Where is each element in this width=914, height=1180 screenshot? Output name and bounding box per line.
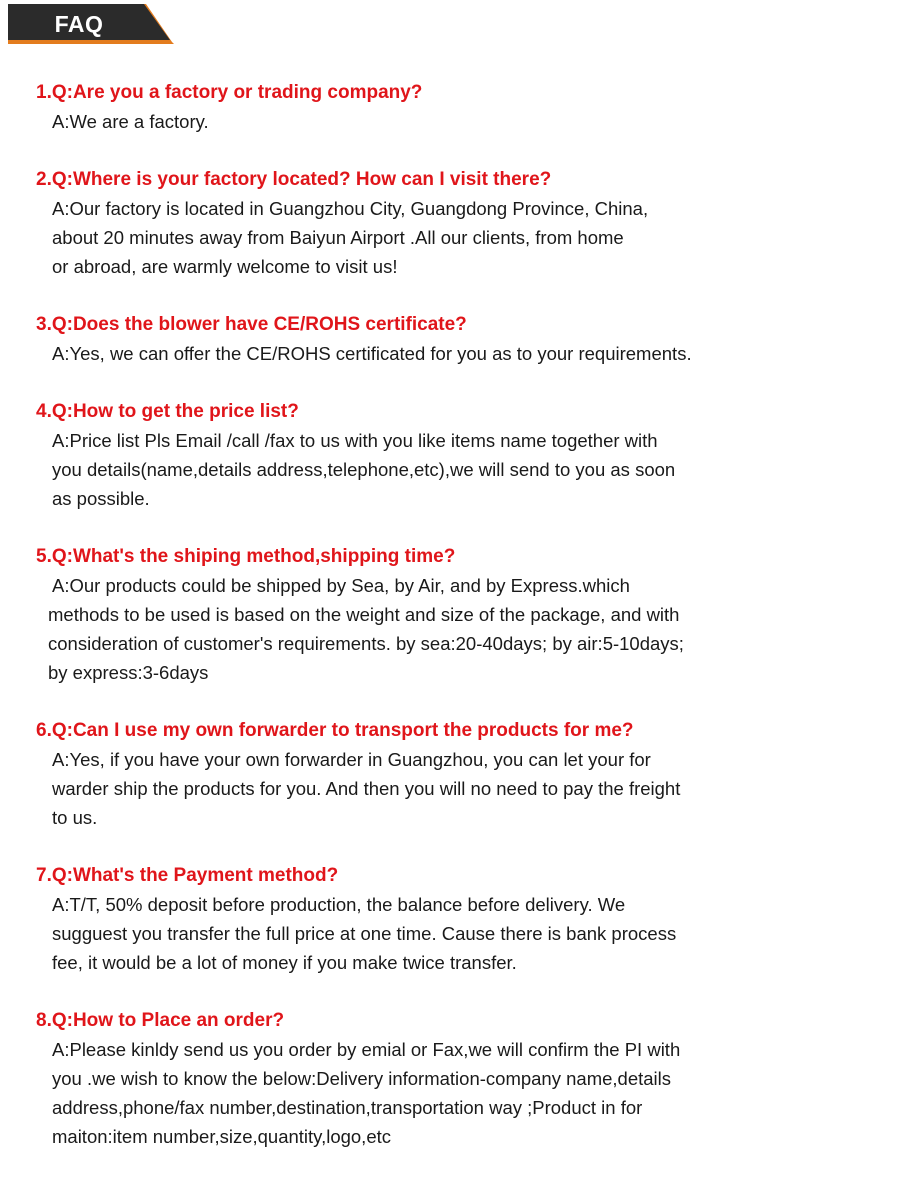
faq-question: 2.Q:Where is your factory located? How can I visit there? (36, 169, 552, 190)
answer-line: you .we wish to know the below:Delivery information-company name,details (52, 1068, 672, 1089)
faq-item-6 (36, 716, 896, 832)
faq-question: 1.Q:Are you a factory or trading company? (36, 82, 423, 103)
answer-line: A:Our factory is located in Guangzhou City, Guangdong Province, China, (52, 198, 649, 219)
faq-item-5 (36, 542, 896, 687)
page-title: FAQ (54, 11, 104, 37)
answer-line: fee, it would be a lot of money if you make twice transfer. (52, 952, 517, 973)
answer-line: A:Our products could be shipped by Sea, by Air, and by Express.which (52, 575, 630, 596)
faq-item-4 (36, 397, 896, 513)
faq-answer (36, 426, 896, 513)
answer-line: maiton:item number,size,quantity,logo,etc (52, 1126, 391, 1147)
answer-line: A:Yes, we can offer the CE/ROHS certificated for you as to your requirements. (52, 343, 692, 364)
answer-line: consideration of customer's requirements. by sea:20-40days; by air:5-10days; (48, 633, 684, 654)
faq-answer (36, 890, 896, 977)
answer-line: A:Yes, if you have your own forwarder in Guangzhou, you can let your for (52, 749, 651, 770)
faq-item-2 (36, 165, 896, 281)
answer-line: about 20 minutes away from Baiyun Airport .All our clients, from home (52, 227, 624, 248)
answer-line: methods to be used is based on the weight and size of the package, and with (48, 604, 680, 625)
faq-question: 3.Q:Does the blower have CE/ROHS certificate? (36, 314, 467, 335)
faq-answer (36, 194, 896, 281)
faq-item-3 (36, 310, 896, 368)
answer-line: or abroad, are warmly welcome to visit us! (52, 256, 398, 277)
faq-question: 8.Q:How to Place an order? (36, 1010, 285, 1031)
answer-line: sugguest you transfer the full price at one time. Cause there is bank process (52, 923, 677, 944)
answer-line: A:Please kinldy send us you order by emial or Fax,we will confirm the PI with (52, 1039, 681, 1060)
answer-line: as possible. (52, 488, 150, 509)
faq-item-8 (36, 1006, 896, 1151)
faq-answer (36, 339, 896, 368)
faq-list (36, 78, 896, 1180)
faq-question: 7.Q:What's the Payment method? (36, 865, 339, 886)
answer-line: to us. (52, 807, 98, 828)
answer-line: address,phone/fax number,destination,transportation way ;Product in for (52, 1097, 643, 1118)
answer-line: A:We are a factory. (52, 111, 209, 132)
faq-question: 6.Q:Can I use my own forwarder to transport the products for me? (36, 720, 634, 741)
answer-line: warder ship the products for you. And then you will no need to pay the freight (52, 778, 681, 799)
faq-item-1 (36, 78, 896, 136)
faq-answer (36, 1035, 896, 1151)
answer-line: by express:3-6days (48, 662, 209, 683)
faq-item-7 (36, 861, 896, 977)
answer-line: A:Price list Pls Email /call /fax to us with you like items name together with (52, 430, 658, 451)
faq-answer (36, 107, 896, 136)
faq-header-tab (8, 4, 174, 44)
faq-answer (36, 745, 896, 832)
answer-line: you details(name,details address,telephone,etc),we will send to you as soon (52, 459, 676, 480)
answer-line: A:T/T, 50% deposit before production, the balance before delivery. We (52, 894, 626, 915)
faq-question: 4.Q:How to get the price list? (36, 401, 299, 422)
faq-question: 5.Q:What's the shiping method,shipping time? (36, 546, 456, 567)
faq-answer (36, 571, 896, 687)
